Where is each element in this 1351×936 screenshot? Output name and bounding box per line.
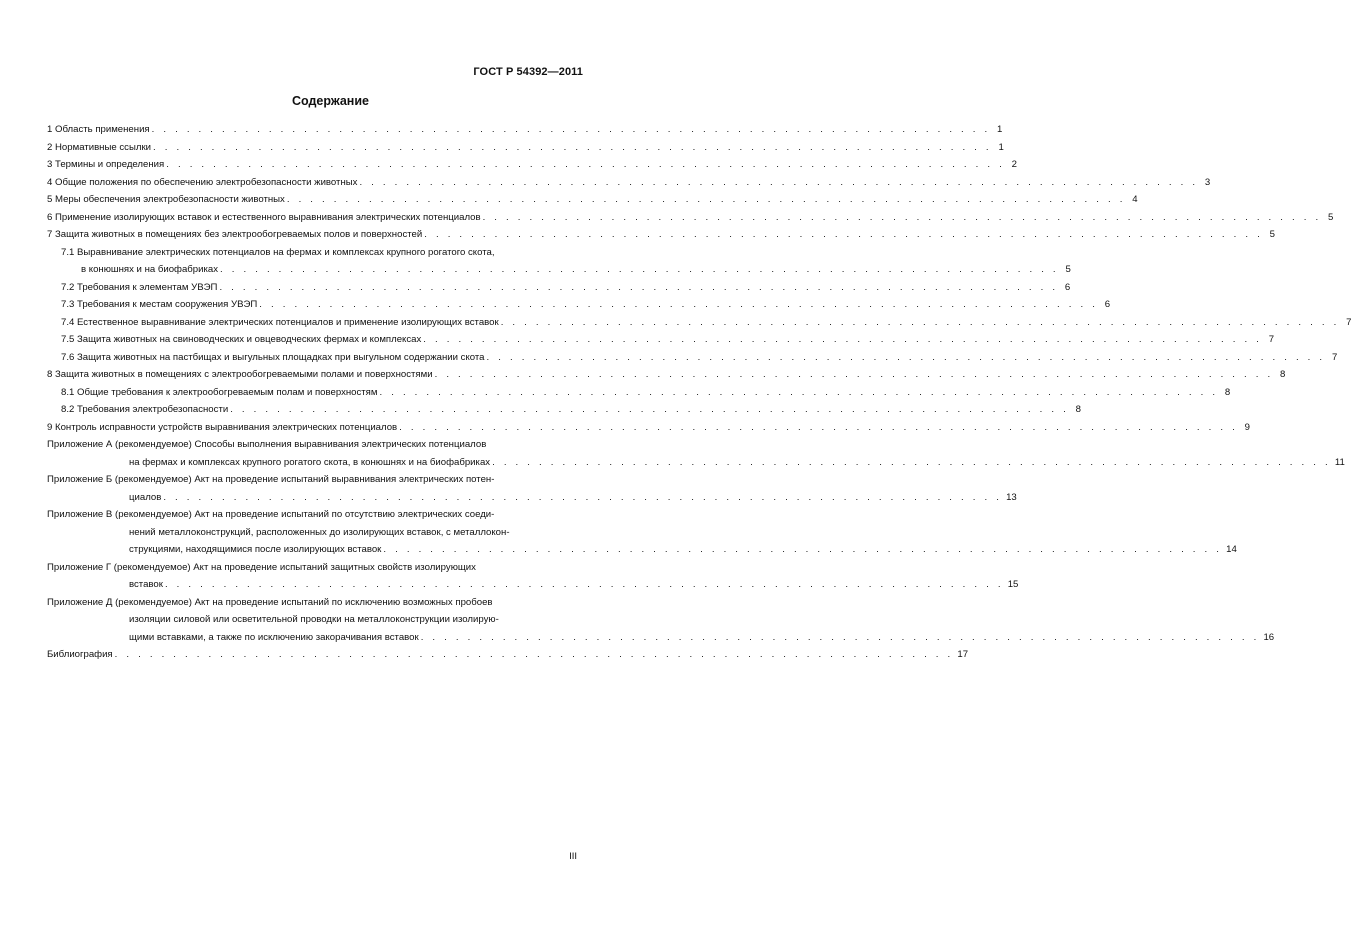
- toc-leader-dots: . . . . . . . . . . . . . . . . . . . . . . . . . . . . . . . . . . . . . . . . . . . . . . . . . . . . . . . . . . . . . . . . . . . . . . . .: [482, 211, 1322, 223]
- toc-page-number: 15: [1007, 579, 1019, 590]
- toc-page-number: 14: [1226, 544, 1237, 555]
- doc-code: ГОСТ Р 54392—2011: [473, 66, 583, 78]
- toc-leader-dots: . . . . . . . . . . . . . . . . . . . . . . . . . . . . . . . . . . . . . . . . . . . . . . . . . . . . . . . . . . . . . . . . . . . . . . . .: [163, 491, 1003, 503]
- toc-page-number: 11: [1334, 456, 1345, 468]
- toc-page-number: 5: [1065, 264, 1071, 275]
- toc-entry-text: Приложение Д (рекомендуемое) Акт на проведение испытаний по исключению возможных пробоев: [47, 596, 493, 608]
- toc-entry-text: 6 Применение изолирующих вставок и естественного выравнивания электрических потенциалов: [47, 211, 481, 223]
- page-number: III: [569, 851, 577, 862]
- toc-page-number: 9: [1244, 421, 1250, 433]
- toc-entry[interactable]: [47, 594, 1275, 647]
- toc-leader-dots: . . . . . . . . . . . . . . . . . . . . . . . . . . . . . . . . . . . . . . . . . . . . . . . . . . . . . . . . . . . . . . . . . . . . . . . .: [164, 579, 1004, 590]
- toc-leader-dots: . . . . . . . . . . . . . . . . . . . . . . . . . . . . . . . . . . . . . . . . . . . . . . . . . . . . . . . . . . . . . . . . . . . . . . . .: [151, 124, 991, 135]
- toc-page-number: 1: [998, 141, 1004, 153]
- toc-leader-dots: . . . . . . . . . . . . . . . . . . . . . . . . . . . . . . . . . . . . . . . . . . . . . . . . . . . . . . . . . . . . . . . . . . . . . . . .: [359, 176, 1199, 188]
- toc-entry[interactable]: [47, 559, 1019, 594]
- toc-entry[interactable]: [47, 209, 1334, 227]
- toc-entry[interactable]: [47, 174, 1211, 192]
- toc-entry-text: струкциями, находящимися после изолирующих вставок: [129, 544, 382, 555]
- toc-entry-text: Библиография: [47, 649, 113, 660]
- toc-page-number: 6: [1104, 299, 1111, 310]
- toc-entry-text: 3 Термины и определения: [47, 159, 165, 170]
- toc-entry-text: 1 Область применения: [47, 124, 150, 135]
- toc-entry-text: 4 Общие положения по обеспечению электробезопасности животных: [47, 176, 358, 188]
- toc-page-number: 16: [1263, 631, 1275, 643]
- toc-entry-text: 7.6 Защита животных на пастбищах и выгульных площадках при выгульном содержании скота: [61, 351, 485, 363]
- toc-leader-dots: . . . . . . . . . . . . . . . . . . . . . . . . . . . . . . . . . . . . . . . . . . . . . . . . . . . . . . . . . . . . . . . . . . . . . . . .: [220, 264, 1059, 275]
- toc-entry[interactable]: [47, 646, 969, 664]
- toc-title: Содержание: [291, 94, 369, 108]
- toc-entry-text: в конюшнях и на биофабриках: [81, 264, 219, 275]
- toc-leader-dots: . . . . . . . . . . . . . . . . . . . . . . . . . . . . . . . . . . . . . . . . . . . . . . . . . . . . . . . . . . . . . . . . . . . . . . . .: [486, 351, 1326, 363]
- toc-page-number: 4: [1132, 194, 1138, 205]
- toc-entry-text: циалов: [129, 491, 162, 503]
- toc-entry[interactable]: [47, 401, 1081, 419]
- toc-leader-dots: . . . . . . . . . . . . . . . . . . . . . . . . . . . . . . . . . . . . . . . . . . . . . . . . . . . . . . . . . . . . . . . . . . . . . . . .: [423, 334, 1263, 345]
- toc-entry[interactable]: [47, 384, 1231, 402]
- toc-entry-text: Приложение Б (рекомендуемое) Акт на проведение испытаний выравнивания электрических потен-: [47, 474, 495, 485]
- toc-leader-dots: . . . . . . . . . . . . . . . . . . . . . . . . . . . . . . . . . . . . . . . . . . . . . . . . . . . . . . . . . . . . . . . . . . . . . . . .: [230, 404, 1069, 415]
- toc-entry-text: нений металлоконструкций, расположенных до изолирующих вставок, с металлокон-: [129, 526, 510, 538]
- toc-entry-text: 7.4 Естественное выравнивание электрических потенциалов и применение изолирующих вставок: [61, 316, 499, 328]
- toc-entry-text: 8.1 Общие требования к электрообогреваемым полам и поверхностям: [61, 386, 378, 398]
- toc-entry[interactable]: [47, 139, 1004, 157]
- toc-entry-text: Приложение В (рекомендуемое) Акт на проведение испытаний по отсутствию электрических соеди-: [47, 509, 495, 520]
- toc-entry[interactable]: [47, 244, 1071, 279]
- toc-entry[interactable]: [47, 506, 1237, 559]
- toc-entry-text: 7.5 Защита животных на свиноводческих и овцеводческих фермах и комплексах: [61, 334, 422, 345]
- toc-page-number: 5: [1269, 229, 1275, 240]
- toc-entry[interactable]: [47, 436, 1345, 471]
- toc-entry[interactable]: [47, 314, 1351, 332]
- toc-leader-dots: . . . . . . . . . . . . . . . . . . . . . . . . . . . . . . . . . . . . . . . . . . . . . . . . . . . . . . . . . . . . . . . . . . . . . . . .: [219, 281, 1059, 293]
- toc-page-number: 8: [1280, 369, 1286, 380]
- toc-leader-dots: . . . . . . . . . . . . . . . . . . . . . . . . . . . . . . . . . . . . . . . . . . . . . . . . . . . . . . . . . . . . . . . . . . . . . . . .: [420, 631, 1260, 643]
- toc-entry[interactable]: [47, 366, 1286, 384]
- toc-page-number: 8: [1224, 386, 1231, 398]
- table-of-contents: [47, 121, 1351, 664]
- toc-entry-text: на фермах и комплексах крупного рогатого скота, в конюшнях и на биофабриках: [129, 456, 491, 468]
- toc-entry[interactable]: [47, 121, 1003, 139]
- toc-entry-text: 9 Контроль исправности устройств выравнивания электрических потенциалов: [47, 421, 398, 433]
- toc-leader-dots: . . . . . . . . . . . . . . . . . . . . . . . . . . . . . . . . . . . . . . . . . . . . . . . . . . . . . . . . . . . . . . . . . . . . . . . .: [500, 316, 1340, 328]
- toc-page-number: 1: [997, 124, 1003, 135]
- toc-entry-text: 7 Защита животных в помещениях без электрообогреваемых полов и поверхностей: [47, 229, 423, 240]
- toc-page-number: 13: [1006, 491, 1017, 503]
- toc-entry[interactable]: [47, 156, 1017, 174]
- toc-entry[interactable]: [47, 226, 1275, 244]
- toc-leader-dots: . . . . . . . . . . . . . . . . . . . . . . . . . . . . . . . . . . . . . . . . . . . . . . . . . . . . . . . . . . . . . . . . . . . . . . . .: [166, 159, 1005, 170]
- toc-entry-text: изоляции силовой или осветительной проводки на металлоконструкции изолирую-: [129, 614, 499, 625]
- toc-entry[interactable]: [47, 419, 1250, 437]
- toc-entry-text: 5 Меры обеспечения электробезопасности животных: [47, 194, 285, 205]
- toc-entry[interactable]: [47, 296, 1111, 314]
- toc-leader-dots: . . . . . . . . . . . . . . . . . . . . . . . . . . . . . . . . . . . . . . . . . . . . . . . . . . . . . . . . . . . . . . . . . . . . . . . .: [434, 369, 1274, 380]
- toc-entry[interactable]: [47, 279, 1071, 297]
- toc-leader-dots: . . . . . . . . . . . . . . . . . . . . . . . . . . . . . . . . . . . . . . . . . . . . . . . . . . . . . . . . . . . . . . . . . . . . . . . .: [259, 299, 1099, 310]
- toc-entry-text: щими вставками, а также по исключению закорачивания вставок: [129, 631, 419, 643]
- toc-leader-dots: . . . . . . . . . . . . . . . . . . . . . . . . . . . . . . . . . . . . . . . . . . . . . . . . . . . . . . . . . . . . . . . . . . . . . . . .: [399, 421, 1238, 433]
- toc-leader-dots: . . . . . . . . . . . . . . . . . . . . . . . . . . . . . . . . . . . . . . . . . . . . . . . . . . . . . . . . . . . . . . . . . . . . . . . .: [153, 141, 992, 153]
- toc-page-number: 17: [957, 649, 969, 660]
- toc-page-number: 8: [1075, 404, 1081, 415]
- toc-page-number: 5: [1328, 211, 1334, 223]
- toc-entry-text: Приложение А (рекомендуемое) Способы выполнения выравнивания электрических потенциалов: [47, 439, 487, 450]
- toc-page-number: 7: [1331, 351, 1338, 363]
- toc-leader-dots: . . . . . . . . . . . . . . . . . . . . . . . . . . . . . . . . . . . . . . . . . . . . . . . . . . . . . . . . . . . . . . . . . . . . . . . .: [383, 544, 1223, 555]
- toc-entry[interactable]: [47, 471, 1017, 506]
- toc-entry[interactable]: [47, 331, 1275, 349]
- toc-page-number: 6: [1064, 281, 1071, 293]
- toc-entry-text: 7.2 Требования к элементам УВЭП: [61, 281, 218, 293]
- toc-entry-text: 2 Нормативные ссылки: [47, 141, 152, 153]
- toc-leader-dots: . . . . . . . . . . . . . . . . . . . . . . . . . . . . . . . . . . . . . . . . . . . . . . . . . . . . . . . . . . . . . . . . . . . . . . . .: [424, 229, 1263, 240]
- toc-entry-text: Приложение Г (рекомендуемое) Акт на проведение испытаний защитных свойств изолирующих: [47, 561, 476, 573]
- toc-entry[interactable]: [47, 349, 1338, 367]
- toc-entry-text: 8 Защита животных в помещениях с электрообогреваемыми полами и поверхностями: [47, 369, 433, 380]
- toc-entry-text: вставок: [129, 579, 163, 590]
- toc-page-number: 2: [1011, 159, 1017, 170]
- toc-entry-text: 7.3 Требования к местам сооружения УВЭП: [61, 299, 258, 310]
- toc-page-number: 7: [1268, 334, 1275, 345]
- toc-page-number: 3: [1204, 176, 1211, 188]
- toc-leader-dots: . . . . . . . . . . . . . . . . . . . . . . . . . . . . . . . . . . . . . . . . . . . . . . . . . . . . . . . . . . . . . . . . . . . . . . . .: [286, 194, 1126, 205]
- toc-entry[interactable]: [47, 191, 1138, 209]
- toc-page-number: 7: [1346, 316, 1351, 328]
- toc-entry-text: 8.2 Требования электробезопасности: [61, 404, 229, 415]
- toc-leader-dots: . . . . . . . . . . . . . . . . . . . . . . . . . . . . . . . . . . . . . . . . . . . . . . . . . . . . . . . . . . . . . . . . . . . . . . . .: [114, 649, 954, 660]
- toc-leader-dots: . . . . . . . . . . . . . . . . . . . . . . . . . . . . . . . . . . . . . . . . . . . . . . . . . . . . . . . . . . . . . . . . . . . . . . . .: [492, 456, 1331, 468]
- toc-entry-text: 7.1 Выравнивание электрических потенциалов на фермах и комплексах крупного рогатого скота,: [61, 246, 495, 258]
- toc-leader-dots: . . . . . . . . . . . . . . . . . . . . . . . . . . . . . . . . . . . . . . . . . . . . . . . . . . . . . . . . . . . . . . . . . . . . . . . .: [379, 386, 1219, 398]
